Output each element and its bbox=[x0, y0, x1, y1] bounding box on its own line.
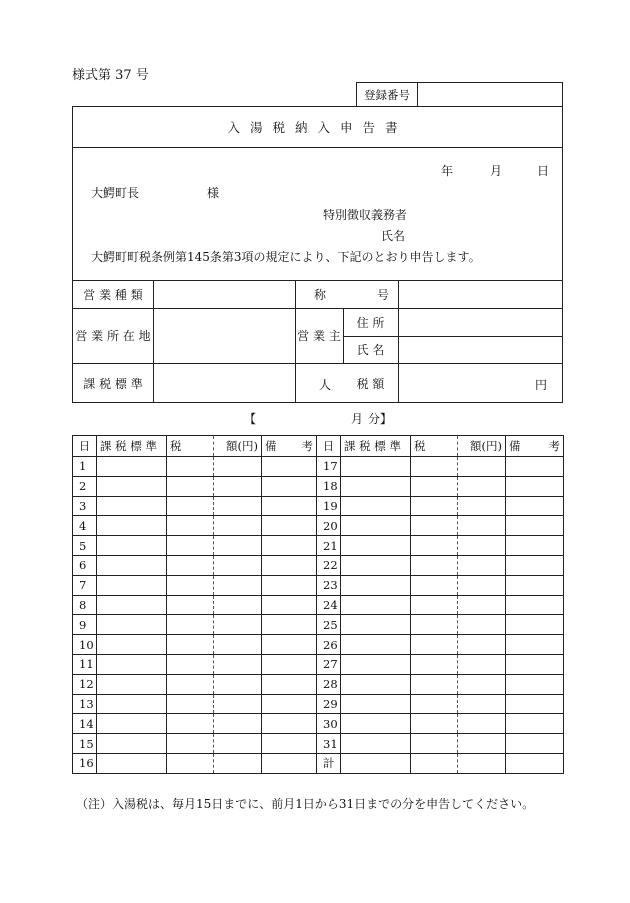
tax-amount-cell-b[interactable] bbox=[458, 555, 506, 575]
remarks-cell[interactable] bbox=[506, 753, 564, 773]
tax-amount-cell-a[interactable] bbox=[167, 536, 214, 556]
remarks-cell[interactable] bbox=[262, 595, 317, 615]
tax-standard-cell[interactable] bbox=[341, 734, 411, 754]
registration-label: 登録番号 bbox=[357, 83, 418, 106]
tax-amount-cell-a[interactable] bbox=[411, 457, 458, 477]
tax-amount-cell-a[interactable] bbox=[167, 635, 214, 655]
remarks-cell[interactable] bbox=[262, 635, 317, 655]
tax-standard-cell[interactable] bbox=[97, 753, 167, 773]
owner-name-label: 氏 名 bbox=[356, 343, 385, 357]
date-day: 日 bbox=[537, 164, 550, 178]
day-cell: 12 bbox=[73, 674, 97, 694]
tax-amount-cell-a[interactable] bbox=[411, 516, 458, 536]
tax-standard-cell[interactable] bbox=[341, 654, 411, 674]
day-cell: 30 bbox=[317, 714, 341, 734]
tax-amount-cell-b[interactable] bbox=[458, 694, 506, 714]
registration-box bbox=[356, 82, 563, 106]
tax-standard-cell[interactable] bbox=[341, 753, 411, 773]
tax-amount-cell-b[interactable] bbox=[458, 753, 506, 773]
tax-amount-cell-a[interactable] bbox=[411, 496, 458, 516]
day-cell: 18 bbox=[317, 476, 341, 496]
tax-amount-cell-b[interactable] bbox=[214, 496, 262, 516]
tax-standard-cell[interactable] bbox=[341, 516, 411, 536]
day-cell: 27 bbox=[317, 654, 341, 674]
remarks-cell[interactable] bbox=[262, 536, 317, 556]
day-cell: 28 bbox=[317, 674, 341, 694]
remarks-cell[interactable] bbox=[506, 457, 564, 477]
table-row bbox=[73, 457, 564, 477]
table-row bbox=[73, 753, 564, 773]
day-cell: 8 bbox=[73, 595, 97, 615]
remarks-cell[interactable] bbox=[506, 496, 564, 516]
day-cell: 20 bbox=[317, 516, 341, 536]
day-cell: 計 bbox=[317, 753, 341, 773]
tax-amount-cell-a[interactable] bbox=[411, 575, 458, 595]
day-cell: 5 bbox=[73, 536, 97, 556]
day-cell: 22 bbox=[317, 555, 341, 575]
tax-amount-cell-a[interactable] bbox=[411, 555, 458, 575]
footnote: （注）入湯税は、毎月15日までに、前月1日から31日までの分を申告してください。 bbox=[76, 797, 535, 811]
tax-standard-cell[interactable] bbox=[341, 476, 411, 496]
remarks-cell[interactable] bbox=[506, 536, 564, 556]
day-cell: 10 bbox=[73, 635, 97, 655]
day-cell: 25 bbox=[317, 615, 341, 635]
day-cell: 6 bbox=[73, 555, 97, 575]
table-row bbox=[73, 615, 564, 635]
tax-amount-cell-a[interactable] bbox=[167, 476, 214, 496]
tax-amount-cell-b[interactable] bbox=[214, 516, 262, 536]
remarks-cell[interactable] bbox=[262, 457, 317, 477]
tax-standard-cell[interactable] bbox=[97, 536, 167, 556]
day-cell: 2 bbox=[73, 476, 97, 496]
tax-amount-cell-b[interactable] bbox=[214, 575, 262, 595]
header-amount-2: 額(円) bbox=[458, 436, 506, 457]
declaration-frame bbox=[72, 106, 563, 403]
tax-standard-cell[interactable] bbox=[97, 654, 167, 674]
day-cell: 11 bbox=[73, 654, 97, 674]
header-remarks-2: 考 bbox=[301, 439, 313, 453]
remarks-cell[interactable] bbox=[506, 674, 564, 694]
tax-amount-cell-b[interactable] bbox=[458, 615, 506, 635]
tax-amount-cell-b[interactable] bbox=[214, 654, 262, 674]
tax-standard-cell[interactable] bbox=[341, 674, 411, 694]
tax-standard-label: 課 税 標 準 bbox=[83, 376, 143, 391]
header-amount: 額(円) bbox=[214, 436, 262, 457]
tax-amount-cell-a[interactable] bbox=[167, 753, 214, 773]
remarks-cell[interactable] bbox=[262, 694, 317, 714]
owner-address-field[interactable] bbox=[399, 309, 562, 336]
remarks-cell[interactable] bbox=[262, 674, 317, 694]
header-remarks bbox=[262, 436, 317, 457]
statement: 大鰐町町税条例第145条第3項の規定により、下記のとおり申告します。 bbox=[91, 250, 481, 264]
tax-standard-cell[interactable] bbox=[97, 694, 167, 714]
tax-amount-cell-a[interactable] bbox=[167, 654, 214, 674]
month-bracket-open: 【 bbox=[244, 412, 257, 426]
tax-amount-cell-a[interactable] bbox=[411, 635, 458, 655]
month-label bbox=[72, 410, 563, 426]
header-tax-standard: 課 税 標 準 bbox=[97, 436, 167, 457]
tax-standard-cell[interactable] bbox=[97, 595, 167, 615]
tax-amount-cell-b[interactable] bbox=[458, 654, 506, 674]
remarks-cell[interactable] bbox=[262, 753, 317, 773]
day-cell: 3 bbox=[73, 496, 97, 516]
table-row bbox=[73, 714, 564, 734]
tax-amount-cell-b[interactable] bbox=[214, 615, 262, 635]
tax-amount-cell-b[interactable] bbox=[458, 476, 506, 496]
tax-standard-cell[interactable] bbox=[97, 555, 167, 575]
header-remarks-2-b: 考 bbox=[548, 439, 560, 453]
tax-standard-cell[interactable] bbox=[97, 635, 167, 655]
day-cell: 14 bbox=[73, 714, 97, 734]
form-title: 入湯税納入申告書 bbox=[227, 120, 408, 135]
day-cell: 7 bbox=[73, 575, 97, 595]
registration-number-field[interactable] bbox=[418, 83, 562, 106]
tax-standard-cell[interactable] bbox=[341, 575, 411, 595]
tax-standard-cell[interactable] bbox=[97, 674, 167, 694]
owner-label: 営 業 主 bbox=[297, 329, 341, 343]
tax-standard-cell[interactable] bbox=[341, 694, 411, 714]
tax-amount-cell-b[interactable] bbox=[214, 674, 262, 694]
remarks-cell[interactable] bbox=[262, 714, 317, 734]
table-row bbox=[73, 694, 564, 714]
collector-name-label: 氏名 bbox=[381, 229, 406, 243]
tax-amount-cell-a[interactable] bbox=[167, 694, 214, 714]
title-row bbox=[73, 107, 562, 148]
day-cell: 15 bbox=[73, 734, 97, 754]
tax-amount-label: 税 額 bbox=[356, 376, 385, 391]
tax-standard-cell[interactable] bbox=[97, 496, 167, 516]
addressee-name: 大鰐町長 bbox=[91, 186, 140, 200]
day-cell: 17 bbox=[317, 457, 341, 477]
collector-label: 特別徴収義務者 bbox=[323, 208, 408, 222]
addressee-honorific: 様 bbox=[207, 186, 220, 200]
tax-amount-cell-b[interactable] bbox=[458, 674, 506, 694]
tax-standard-cell[interactable] bbox=[341, 457, 411, 477]
business-location-field[interactable] bbox=[154, 309, 294, 363]
day-cell: 9 bbox=[73, 615, 97, 635]
tax-amount-cell-b[interactable] bbox=[458, 536, 506, 556]
month-label-month: 月 bbox=[351, 412, 364, 426]
date-month: 月 bbox=[490, 164, 503, 178]
tax-standard-cell[interactable] bbox=[341, 635, 411, 655]
tax-standard-cell[interactable] bbox=[341, 714, 411, 734]
tax-amount-cell-a[interactable] bbox=[167, 714, 214, 734]
tax-amount-cell-b[interactable] bbox=[458, 575, 506, 595]
tax-amount-cell-b[interactable] bbox=[458, 734, 506, 754]
remarks-cell[interactable] bbox=[506, 635, 564, 655]
tax-amount-cell-a[interactable] bbox=[167, 555, 214, 575]
tax-amount-cell-a[interactable] bbox=[411, 674, 458, 694]
day-cell: 19 bbox=[317, 496, 341, 516]
tax-standard-cell[interactable] bbox=[97, 476, 167, 496]
table-row bbox=[73, 734, 564, 754]
header-day: 日 bbox=[73, 436, 97, 457]
tax-amount-cell-a[interactable] bbox=[167, 457, 214, 477]
remarks-cell[interactable] bbox=[262, 734, 317, 754]
tax-amount-cell-a[interactable] bbox=[167, 615, 214, 635]
tax-amount-cell-a[interactable] bbox=[411, 654, 458, 674]
remarks-cell[interactable] bbox=[506, 734, 564, 754]
day-cell: 29 bbox=[317, 694, 341, 714]
form-number: 様式第 37 号 bbox=[72, 68, 149, 83]
remarks-cell[interactable] bbox=[262, 575, 317, 595]
tax-amount-cell-b[interactable] bbox=[214, 753, 262, 773]
header-remarks-1: 備 bbox=[265, 439, 277, 453]
tax-amount-cell-a[interactable] bbox=[411, 694, 458, 714]
tax-standard-cell[interactable] bbox=[97, 516, 167, 536]
day-cell: 23 bbox=[317, 575, 341, 595]
day-cell: 13 bbox=[73, 694, 97, 714]
business-location-label: 営 業 所 在 地 bbox=[75, 329, 151, 343]
tax-amount-cell-b[interactable] bbox=[458, 516, 506, 536]
business-title-label-2: 号 bbox=[376, 287, 389, 302]
day-cell: 16 bbox=[73, 753, 97, 773]
tax-amount-cell-b[interactable] bbox=[214, 457, 262, 477]
table-row bbox=[73, 674, 564, 694]
header-day-2: 日 bbox=[317, 436, 341, 457]
remarks-cell[interactable] bbox=[262, 496, 317, 516]
tax-amount-cell-b[interactable] bbox=[214, 476, 262, 496]
tax-standard-cell[interactable] bbox=[341, 615, 411, 635]
tax-standard-cell[interactable] bbox=[97, 575, 167, 595]
tax-amount-cell-b[interactable] bbox=[458, 635, 506, 655]
tax-amount-cell-b[interactable] bbox=[214, 714, 262, 734]
tax-amount-cell-b[interactable] bbox=[458, 457, 506, 477]
owner-name-field[interactable] bbox=[399, 337, 562, 363]
remarks-cell[interactable] bbox=[262, 654, 317, 674]
tax-amount-cell-a[interactable] bbox=[411, 714, 458, 734]
day-cell: 4 bbox=[73, 516, 97, 536]
day-cell: 24 bbox=[317, 595, 341, 615]
tax-amount-cell-a[interactable] bbox=[167, 674, 214, 694]
tax-amount-cell-a[interactable] bbox=[411, 615, 458, 635]
remarks-cell[interactable] bbox=[506, 654, 564, 674]
remarks-cell[interactable] bbox=[262, 555, 317, 575]
tax-standard-cell[interactable] bbox=[97, 734, 167, 754]
tax-amount-cell-a[interactable] bbox=[167, 595, 214, 615]
daily-table bbox=[72, 435, 564, 774]
header-remarks-1-b: 備 bbox=[509, 439, 521, 453]
header-tax-2: 税 bbox=[411, 436, 458, 457]
remarks-cell[interactable] bbox=[506, 694, 564, 714]
tax-amount-cell-b[interactable] bbox=[214, 595, 262, 615]
tax-standard-cell[interactable] bbox=[341, 595, 411, 615]
tax-amount-cell-a[interactable] bbox=[167, 575, 214, 595]
day-cell: 31 bbox=[317, 734, 341, 754]
table-row bbox=[73, 555, 564, 575]
table-row bbox=[73, 575, 564, 595]
tax-amount-cell-a[interactable] bbox=[167, 516, 214, 536]
tax-amount-cell-a[interactable] bbox=[167, 734, 214, 754]
table-row bbox=[73, 595, 564, 615]
remarks-cell[interactable] bbox=[262, 516, 317, 536]
tax-standard-cell[interactable] bbox=[341, 536, 411, 556]
business-title-field[interactable] bbox=[399, 281, 562, 308]
day-cell: 21 bbox=[317, 536, 341, 556]
day-cell: 26 bbox=[317, 635, 341, 655]
tax-amount-cell-b[interactable] bbox=[458, 496, 506, 516]
remarks-cell[interactable] bbox=[506, 555, 564, 575]
tax-amount-cell-a[interactable] bbox=[411, 595, 458, 615]
tax-amount-cell-b[interactable] bbox=[214, 555, 262, 575]
table-row bbox=[73, 496, 564, 516]
tax-standard-cell[interactable] bbox=[341, 555, 411, 575]
tax-amount-cell-a[interactable] bbox=[411, 734, 458, 754]
remarks-cell[interactable] bbox=[262, 476, 317, 496]
remarks-cell[interactable] bbox=[506, 595, 564, 615]
tax-standard-cell[interactable] bbox=[97, 457, 167, 477]
tax-amount-cell-a[interactable] bbox=[167, 496, 214, 516]
table-row bbox=[73, 476, 564, 496]
tax-amount-cell-b[interactable] bbox=[214, 536, 262, 556]
tax-amount-cell-b[interactable] bbox=[458, 714, 506, 734]
day-cell: 1 bbox=[73, 457, 97, 477]
header-remarks-2-col bbox=[506, 436, 564, 457]
remarks-cell[interactable] bbox=[506, 476, 564, 496]
date-year: 年 bbox=[441, 164, 454, 178]
remarks-cell[interactable] bbox=[262, 615, 317, 635]
tax-amount-cell-a[interactable] bbox=[411, 476, 458, 496]
tax-amount-cell-b[interactable] bbox=[214, 734, 262, 754]
business-title-label-1: 称 bbox=[313, 287, 326, 302]
yen-unit: 円 bbox=[535, 378, 548, 392]
month-label-suffix: 分】 bbox=[368, 412, 393, 426]
tax-amount-cell-b[interactable] bbox=[214, 694, 262, 714]
business-type-label: 営 業 種 類 bbox=[83, 287, 143, 302]
tax-standard-cell[interactable] bbox=[97, 714, 167, 734]
persons-unit: 人 bbox=[319, 378, 332, 392]
header-tax: 税 bbox=[167, 436, 214, 457]
tax-standard-cell[interactable] bbox=[97, 615, 167, 635]
table-row bbox=[73, 536, 564, 556]
table-row bbox=[73, 516, 564, 536]
business-type-field[interactable] bbox=[154, 281, 294, 308]
tax-amount-cell-a[interactable] bbox=[411, 753, 458, 773]
tax-standard-field[interactable] bbox=[154, 364, 294, 403]
table-row bbox=[73, 635, 564, 655]
tax-amount-cell-b[interactable] bbox=[214, 635, 262, 655]
table-header-row bbox=[73, 436, 564, 457]
remarks-cell[interactable] bbox=[506, 516, 564, 536]
tax-standard-cell[interactable] bbox=[341, 496, 411, 516]
remarks-cell[interactable] bbox=[506, 575, 564, 595]
table-row bbox=[73, 654, 564, 674]
header-tax-standard-2: 課 税 標 準 bbox=[341, 436, 411, 457]
owner-address-label: 住 所 bbox=[356, 315, 385, 330]
remarks-cell[interactable] bbox=[506, 615, 564, 635]
remarks-cell[interactable] bbox=[506, 714, 564, 734]
tax-amount-cell-a[interactable] bbox=[411, 536, 458, 556]
tax-amount-cell-b[interactable] bbox=[458, 595, 506, 615]
